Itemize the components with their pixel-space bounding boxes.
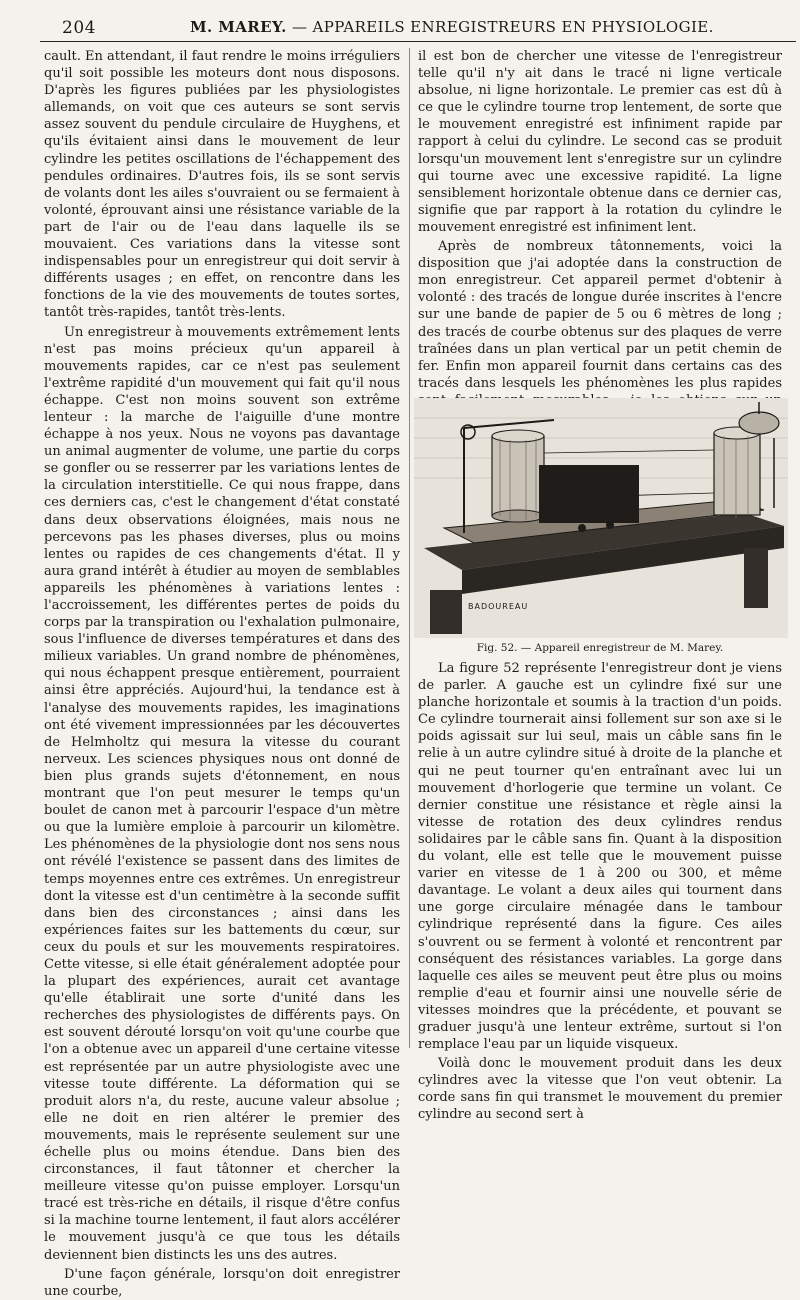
paragraph: il est bon de chercher une vitesse de l'enregistreur telle qu'il n'y ait dans le tracé ni ligne verticale absolue, ni ligne horizontale. Le premier cas est dû à ce que le cylindre tourne trop lentement, de sorte que le mouvement enregistré est infiniment rapide par rapport à celui du cylindre. Le second cas se produit lorsqu'un mouvement lent s'enregistre sur un cylindre qui tourne avec une excessive rapidité. La ligne sensiblement horizontale obtenue dans ce dernier cas, signifie que par rapport à la rotation du cylindre le mouvement enregistré est infiniment lent.	[418, 49, 782, 235]
paragraph: Un enregistreur à mouvements extrêmement lents n'est pas moins précieux qu'un appareil à mouvements rapides, car ce n'est pas seulement l'extrême rapidité d'un mouvement qui fait qu'il nous échappe. C'est non moins souvent son extrême lenteur : la marche de l'aiguille d'une montre échappe à nos yeux. Nous ne voyons pas davantage un animal augmenter de volume, une partie du corps se gonfler ou se resserrer par les variations lentes de la circulation interstitielle. Ce qui nous frappe, dans ces derniers cas, c'est le changement d'état constaté dans deux observations éloignées, mais nous ne percevons pas les phases diverses, plus ou moins lentes ou rapides de ces changements d'état. Il y aura grand intérêt à étudier au moyen de semblables appareils les phénomènes à variations lentes : l'accroissement, les différentes pertes de poids du corps par la transpiration ou l'exhalation pulmonaire, sous l'influence de diverses températures et dans des milieux variables. Un grand nombre de phénomènes, qui nous échappent presque entièrement, pourraient ainsi être appréciés. Aujourd'hui, la tendance est à l'analyse des mouvements rapides, les imaginations ont été vivement impressionnées par les découvertes de Helmholtz qui mesura la vitesse du courant nerveux. Les sciences physiques nous ont donné de bien plus grands sujets d'étonnement, en nous montrant que l'on peut mesurer le temps qu'un boulet de canon met à parcourir l'espace d'un mètre ou que la lumière emploie à parcourir un kilomètre. Les phénomènes de la physiologie dont nos sens nous ont révélé l'existence se passent dans des limites de temps moyennes entre ces extrêmes. Un enregistreur dont la vitesse est d'un centimètre à la seconde suffit dans bien des circonstances ; ainsi dans les expériences faites sur les battements du cœur, sur ceux du pouls et sur les mouvements respiratoires. Cette vitesse, si elle était généralement adoptée pour la plupart des expériences, aurait cet avantage qu'elle établirait une sorte d'unité dans les recherches des physiologistes de différents pays. On est souvent dérouté lorsqu'on voit qu'une courbe que l'on a obtenue avec un appareil d'une certaine vitesse est représentée par un autre physiologiste avec une vitesse toute différente. La déformation qui se produit alors n'a, du reste, aucune valeur absolue ; elle ne doit en rien altérer le premier des mouvements, mais le représente seulement sur une échelle plus ou moins étendue. Dans bien des circonstances, il faut tâtonner et chercher la meilleure vitesse qu'on puisse employer. Lorsqu'un tracé est très-riche en détails, il risque d'être confus si la machine tourne lentement, il faut alors accélérer le mouvement jusqu'à ce que tous les détails deviennent bien distincts les uns des autres.	[44, 324, 400, 1263]
running-title	[190, 18, 714, 36]
paragraph: Voilà donc le mouvement produit dans les deux cylindres avec la vitesse que l'on veut obtenir. La corde sans fin qui transmet le mouvement du premier cylindre au second sert à	[418, 1056, 782, 1123]
header-rule	[40, 41, 796, 42]
paragraph: La figure 52 représente l'enregistreur dont je viens de parler. A gauche est un cylindre fixé sur une planche horizontale et soumis à la traction d'un poids. Ce cylindre tournerait ainsi follement sur son axe si le poids agissait sur lui seul, mais un câble sans fin le relie à un autre cylindre situé à droite de la planche et qui ne peut tourner qu'en entraînant avec lui un mouvement d'horlogerie que termine un volant. Ce dernier constitue une résistance et règle ainsi la vitesse de rotation des deux cylindres rendus solidaires par le câble sans fin. Quant à la disposition du volant, elle est telle que le mouvement puisse varier en vitesse de 1 à 200 ou 300, et même davantage. Le volant a deux ailes qui tournent dans une gorge circulaire ménagée dans le tambour cylindrique représenté dans la figure. Ces ailes s'ouvrent ou se ferment à volonté et rencontrent par conséquent des résistances variables. La gorge dans laquelle ces ailes se meuvent peut être plus ou moins remplie d'eau et fournir ainsi une nouvelle série de vitesses moindres que la précédente, et pouvant se graduer jusqu'à une lenteur extrême, surtout si l'on remplace l'eau par un liquide visqueux.	[418, 661, 782, 1053]
right-column-bottom	[418, 660, 782, 1124]
column-divider	[409, 48, 410, 1048]
left-column	[44, 48, 400, 1300]
paragraph: D'une façon générale, lorsqu'on doit enregistrer une courbe,	[44, 1266, 400, 1299]
figure-caption: Fig. 52. — Appareil enregistreur de M. Marey.	[476, 642, 724, 654]
running-title-author: M. MAREY.	[190, 18, 287, 36]
paragraph: Après de nombreux tâtonnements, voici la disposition que j'ai adoptée dans la construction de mon enregistreur. Cet appareil permet d'obtenir à volonté : des tracés de longue durée inscrites à l'encre sur une bande de papier de 5 ou 6 mètres de long ; des tracés de courbe obtenus sur des plaques de verre traînées dans un plan vertical par un petit chemin de fer. Enfin mon appareil fournit dans certains cas des tracés dans lesquels les phénomènes les plus rapides	[418, 239, 782, 391]
running-title-text: — APPAREILS ENREGISTREURS EN PHYSIOLOGIE.	[291, 18, 714, 36]
paragraph: cault. En attendant, il faut rendre le moins irréguliers qu'il soit possible les moteurs dont nous disposons. D'après les figures publiées par les physiologistes allemands, on voit que ces auteurs se sont servis assez souvent du pendule circulaire de Huyghens, et qu'ils évitaient ainsi dans le mouvement de leur cylindre les petites oscillations de l'échappement des pendules ordinaires. D'autres fois, ils se sont servis de volants dont les ailes s'ouvraient ou se fermaient à volonté, éprouvant ainsi une résistance variable de la part de l'air ou de l'eau dans laquelle ils se mouvaient. Ces variations dans la vitesse sont indispensables pour un enregistreur qui doit servir à différents usages ; en effet, on rencontre dans les fonctions de la vie des mouvements de toutes sortes, tantôt très-rapides, tantôt très-lents.	[44, 49, 400, 321]
engraver-signature: BADOUREAU	[468, 602, 529, 611]
running-header	[0, 14, 800, 40]
page-number: 204	[62, 18, 96, 38]
